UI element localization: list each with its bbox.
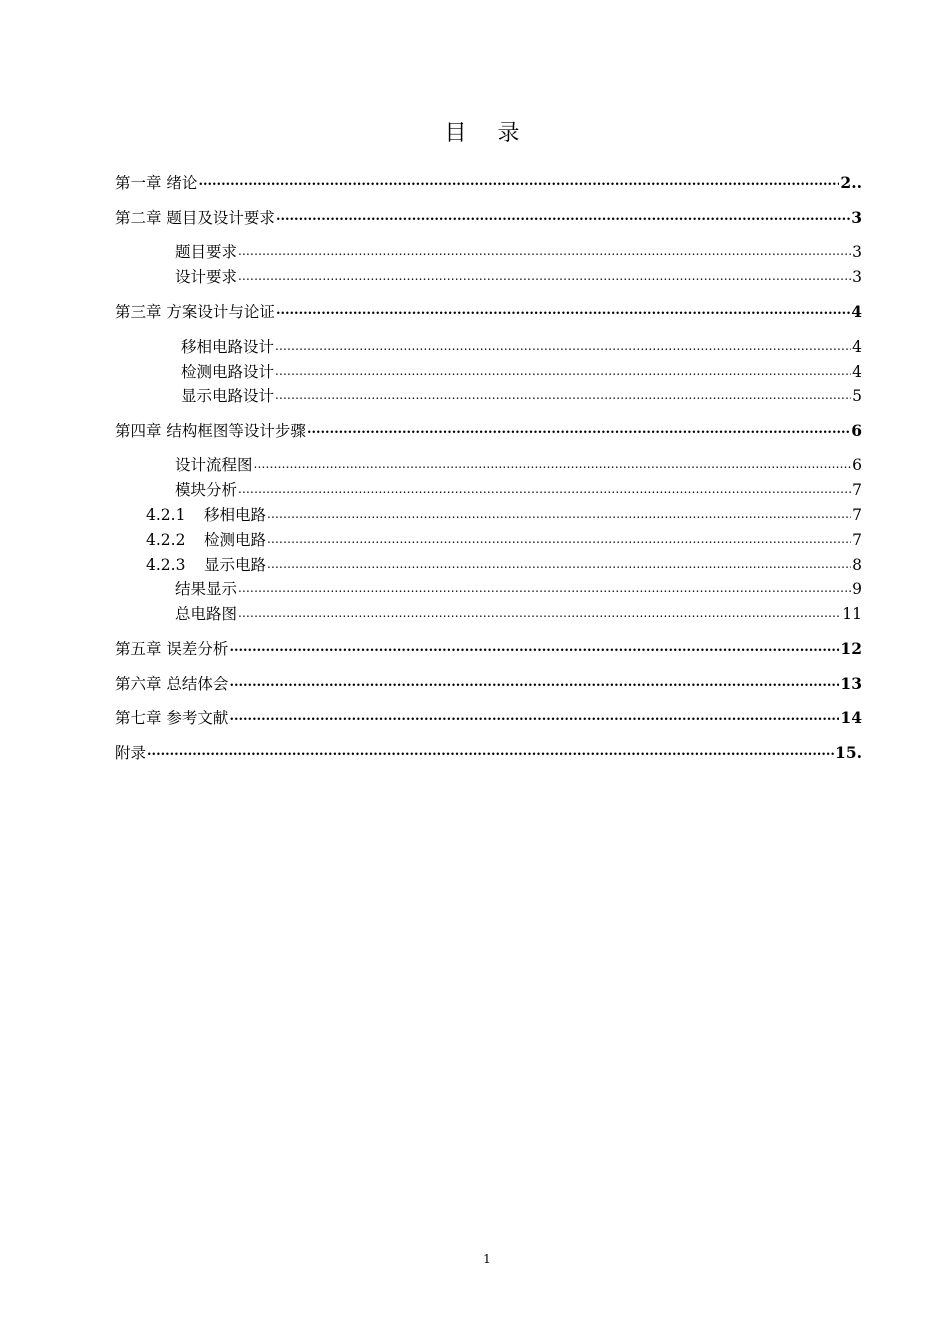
toc-chapter-entry[interactable] [115,172,862,194]
toc-section-entry[interactable] [181,385,862,407]
toc-page-number: 12 [840,639,862,658]
toc-chapter-entry[interactable] [115,420,862,442]
toc-title: 目 录 [444,121,532,146]
toc-dot-leader [275,361,851,377]
toc-dot-leader [267,504,851,520]
toc-dot-leader [267,529,851,545]
toc-dot-leader [254,454,852,470]
toc-entry-label [146,529,266,551]
toc-entry-label: 题目要求 [175,243,238,261]
toc-page-number: 2.. [840,173,862,192]
toc-entry-label: 检测电路设计 [181,363,275,381]
toc-page-number: 13 [840,674,862,693]
toc-dot-leader [229,707,839,723]
toc-entry-label: 第二章 题目及设计要求 [115,209,275,227]
toc-dot-leader [238,603,841,619]
toc-entry-text: 检测电路 [204,531,267,549]
toc-entry-number: 4.2.1 [146,506,186,524]
toc-page-number: 3 [852,268,862,286]
toc-page-number: 9 [852,580,862,598]
toc-entry-label: 设计流程图 [175,456,253,474]
toc-entry-label: 第六章 总结体会 [115,675,229,693]
toc-section-entry[interactable] [181,361,862,383]
toc-entry-label [146,504,266,526]
toc-entry-label: 设计要求 [175,268,238,286]
toc-page-number: 6 [852,456,862,474]
toc-entry-label: 模块分析 [175,481,238,499]
toc-page-number: 5 [852,387,862,405]
toc-page-number: 4 [852,363,862,381]
toc-dot-leader [198,172,839,188]
toc-entry-number: 4.2.3 [146,556,186,574]
toc-page-number: 4 [851,302,862,321]
toc-section-entry[interactable] [175,241,862,263]
toc-entry-label: 附录 [115,744,147,762]
toc-dot-leader [267,554,851,570]
toc-page-number: 6 [851,421,862,440]
toc-subsection-entry[interactable] [146,504,862,526]
toc-entry-label: 移相电路设计 [181,338,275,356]
toc-chapter-entry[interactable] [115,707,862,729]
toc-page-number: 8 [852,556,862,574]
toc-dot-leader [238,578,851,594]
toc-entry-label: 结果显示 [175,580,238,598]
toc-section-entry[interactable] [175,603,862,625]
toc-subsection-entry[interactable] [146,554,862,576]
toc-page-number: 7 [852,506,862,524]
toc-section-entry[interactable] [181,336,862,358]
toc-dot-leader [147,742,834,758]
toc-page-number: 3 [852,243,862,261]
toc-entry-number: 4.2.2 [146,531,186,549]
toc-dot-leader [238,479,851,495]
toc-page-number: 11 [842,605,862,623]
toc-dot-leader [275,336,851,352]
toc-section-entry[interactable] [175,266,862,288]
toc-page-number: 7 [852,481,862,499]
toc-entry-label: 显示电路设计 [181,387,275,405]
toc-page-number: 7 [852,531,862,549]
page-number-footer: 1 [483,1252,491,1266]
toc-dot-leader [229,673,839,689]
toc-subsection-entry[interactable] [146,529,862,551]
toc-chapter-entry[interactable] [115,742,862,764]
toc-chapter-entry[interactable] [115,301,862,323]
toc-dot-leader [276,301,850,317]
toc-section-entry[interactable] [175,479,862,501]
toc-page-number: 3 [851,208,862,227]
toc-entry-text: 移相电路 [204,506,267,524]
toc-dot-leader [238,266,851,282]
toc-entry-label: 总电路图 [175,605,238,623]
toc-entry-label: 第七章 参考文献 [115,709,229,727]
toc-dot-leader [238,241,851,257]
toc-page-number: 14 [840,708,862,727]
toc-entry-label [146,554,266,576]
toc-chapter-entry[interactable] [115,673,862,695]
toc-section-entry[interactable] [175,578,862,600]
toc-dot-leader [276,207,850,223]
toc-entry-text: 显示电路 [204,556,267,574]
toc-entry-label: 第三章 方案设计与论证 [115,303,275,321]
toc-dot-leader [275,385,851,401]
toc-chapter-entry[interactable] [115,638,862,660]
toc-dot-leader [229,638,839,654]
toc-page-number: 15. [835,743,862,762]
toc-section-entry[interactable] [175,454,862,476]
toc-entry-label: 第五章 误差分析 [115,640,229,658]
toc-chapter-entry[interactable] [115,207,862,229]
toc-dot-leader [307,420,850,436]
toc-page-number: 4 [852,338,862,356]
toc-entry-label: 第四章 结构框图等设计步骤 [115,422,306,440]
toc-entry-label: 第一章 绪论 [115,174,198,192]
